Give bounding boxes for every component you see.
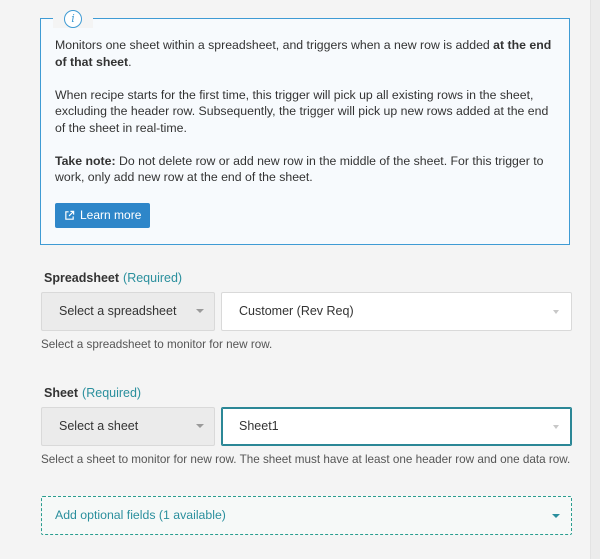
chevron-down-icon [553,425,559,429]
description-paragraph-3: Take note: Do not delete row or add new row in the middle of the sheet. For this trigger to work, only add new row at the end of the sheet. [55,153,544,184]
chevron-down-icon [196,309,204,313]
spreadsheet-mode-select[interactable]: Select a spreadsheet [41,292,215,331]
required-marker: (Required) [123,271,183,285]
sheet-label: Sheet (Required) [44,386,142,400]
learn-more-button[interactable] [55,203,150,228]
spreadsheet-label: Spreadsheet (Required) [44,271,183,285]
spreadsheet-select[interactable]: Customer (Rev Req) [221,292,572,331]
info-icon: i [64,10,82,28]
external-link-icon [64,210,75,221]
description-paragraph-2: When recipe starts for the first time, this trigger will pick up all existing rows in the sheet, excluding the header row. Subsequently, the trigger will pick up new rows added at the end of the sheet in real-time. [55,87,549,135]
sheet-hint: Select a sheet to monitor for new row. The sheet must have at least one header row and one data row. [41,453,571,466]
chevron-down-icon [196,424,204,428]
sheet-mode-select[interactable]: Select a sheet [41,407,215,446]
spreadsheet-hint: Select a spreadsheet to monitor for new row. [41,338,273,351]
sheet-select[interactable]: Sheet1 [221,407,572,446]
chevron-down-icon [553,310,559,314]
description-paragraph-1: Monitors one sheet within a spreadsheet, and triggers when a new row is added at the end of that sheet. [55,38,552,69]
trigger-info-box [40,12,570,245]
trigger-description [55,37,561,202]
learn-more-label: Learn more [80,208,142,222]
chevron-down-icon [552,514,560,518]
info-icon-wrapper [53,10,93,28]
add-optional-fields-dropdown[interactable]: Add optional fields (1 available) [41,496,572,535]
required-marker: (Required) [82,386,142,400]
scrollbar-gutter [590,0,600,559]
